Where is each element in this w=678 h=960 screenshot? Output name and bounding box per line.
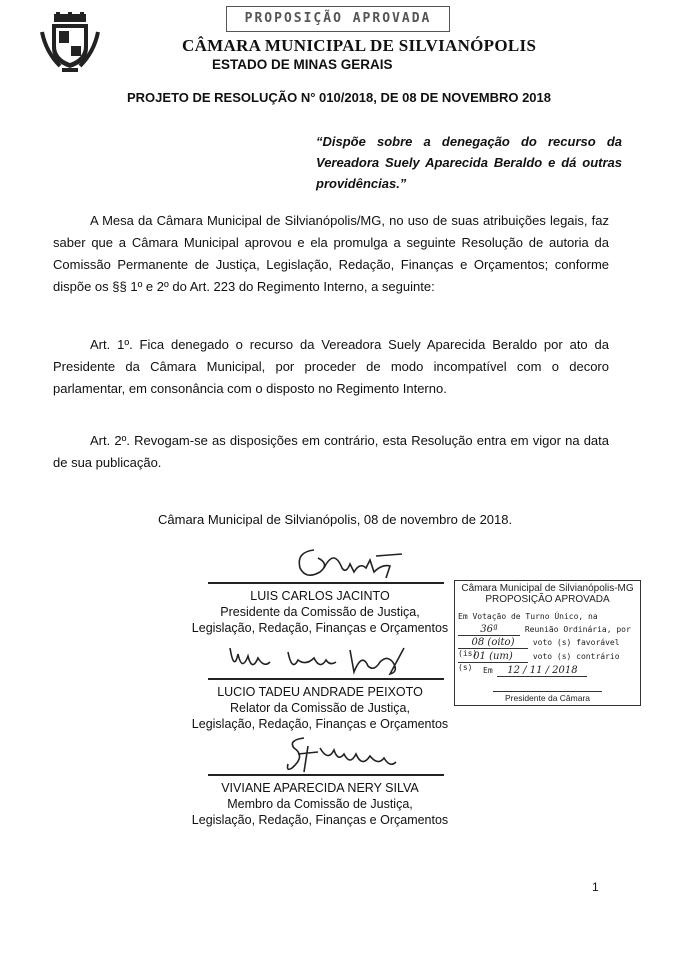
signatory-role: Legislação, Redação, Finanças e Orçamentos [191,813,449,827]
votes-for: 08 (oito) [458,637,528,649]
page-number: 1 [592,880,599,894]
city-date: Câmara Municipal de Silvianópolis, 08 de novembro de 2018. [158,512,513,527]
article-1: Art. 1º. Fica denegado o recurso da Vereadora Suely Aparecida Beraldo por ato da Presidente da Câmara Municipal, por proceder de modo incompatível com o decoro parlamentar, em consonância com o disposto no Regimento Interno. [53,337,609,396]
approval-date: 12 / 11 / 2018 [497,665,587,677]
signatory-name: LUIS CARLOS JACINTO [250,589,390,603]
signatory-name: VIVIANE APARECIDA NERY SILVA [221,781,419,795]
signatory-block-2 [170,684,470,732]
preamble-paragraph: A Mesa da Câmara Municipal de Silvianópolis/MG, no uso de suas atribuições legais, faz saber que a Câmara Municipal aprovou e ela promulga a seguinte Resolução de autoria da Comissão Permanente de Justiça, Legislação, Redação, Finanças e Orçamentos; conforme dispõe os §§ 1º e 2º do Art. 223 do Regimento Interno, a seguinte: [53,213,609,294]
signature-line-3 [208,774,444,776]
signatory-role: Legislação, Redação, Finanças e Orçamentos [191,717,449,731]
signature-line-2 [208,678,444,680]
approved-stamp-top: PROPOSIÇÃO APROVADA [226,6,450,32]
signature-line-1 [208,582,444,584]
stamp-row-1: Em Votação de Turno Único, na [458,612,598,621]
stamp-footer: Presidente da Câmara [493,691,602,703]
signatory-name: LUCIO TADEU ANDRADE PEIXOTO [217,685,423,699]
article-2: Art. 2º. Revogam-se as disposições em contrário, esta Resolução entra em vigor na data de sua publicação. [53,433,609,470]
signatory-role: Relator da Comissão de Justiça, [230,701,410,715]
signatory-block-3 [170,780,470,828]
stamp-row-4: 01 (um) voto (s) contrário (s) [458,651,620,672]
signatory-role: Legislação, Redação, Finanças e Orçamentos [191,621,449,635]
stamp-status: PROPOSIÇÃO APROVADA [485,594,610,605]
document-title: PROJETO DE RESOLUÇÃO N° 010/2018, DE 08 DE NOVEMBRO 2018 [127,90,551,105]
signatory-block-1 [170,588,470,636]
approval-stamp [454,580,641,706]
signatory-role: Presidente da Comissão de Justiça, [220,605,420,619]
stamp-row-2: 36ª Reunião Ordinária, por [458,624,637,636]
coat-of-arms-logo [40,12,100,74]
signature-peixoto [222,642,412,680]
stamp-header: Câmara Municipal de Silvianópolis-MG [461,583,634,594]
chamber-name: CÂMARA MUNICIPAL DE SILVIANÓPOLIS [182,36,537,55]
meeting-number: 36ª [458,624,520,636]
state-name: ESTADO DE MINAS GERAIS [212,57,393,72]
signatory-role: Membro da Comissão de Justiça, [227,797,413,811]
signature-silva [284,732,404,776]
stamp-row-date: Em 12 / 11 / 2018 [483,665,637,677]
signature-jacinto [290,538,410,584]
stamp-row-3: 08 (oito) voto (s) favorável (is) [458,637,620,658]
ementa: “Dispõe sobre a denegação do recurso da Vereadora Suely Aparecida Beraldo e dá outras providências.” [316,134,622,191]
votes-against: 01 (um) [458,651,528,663]
